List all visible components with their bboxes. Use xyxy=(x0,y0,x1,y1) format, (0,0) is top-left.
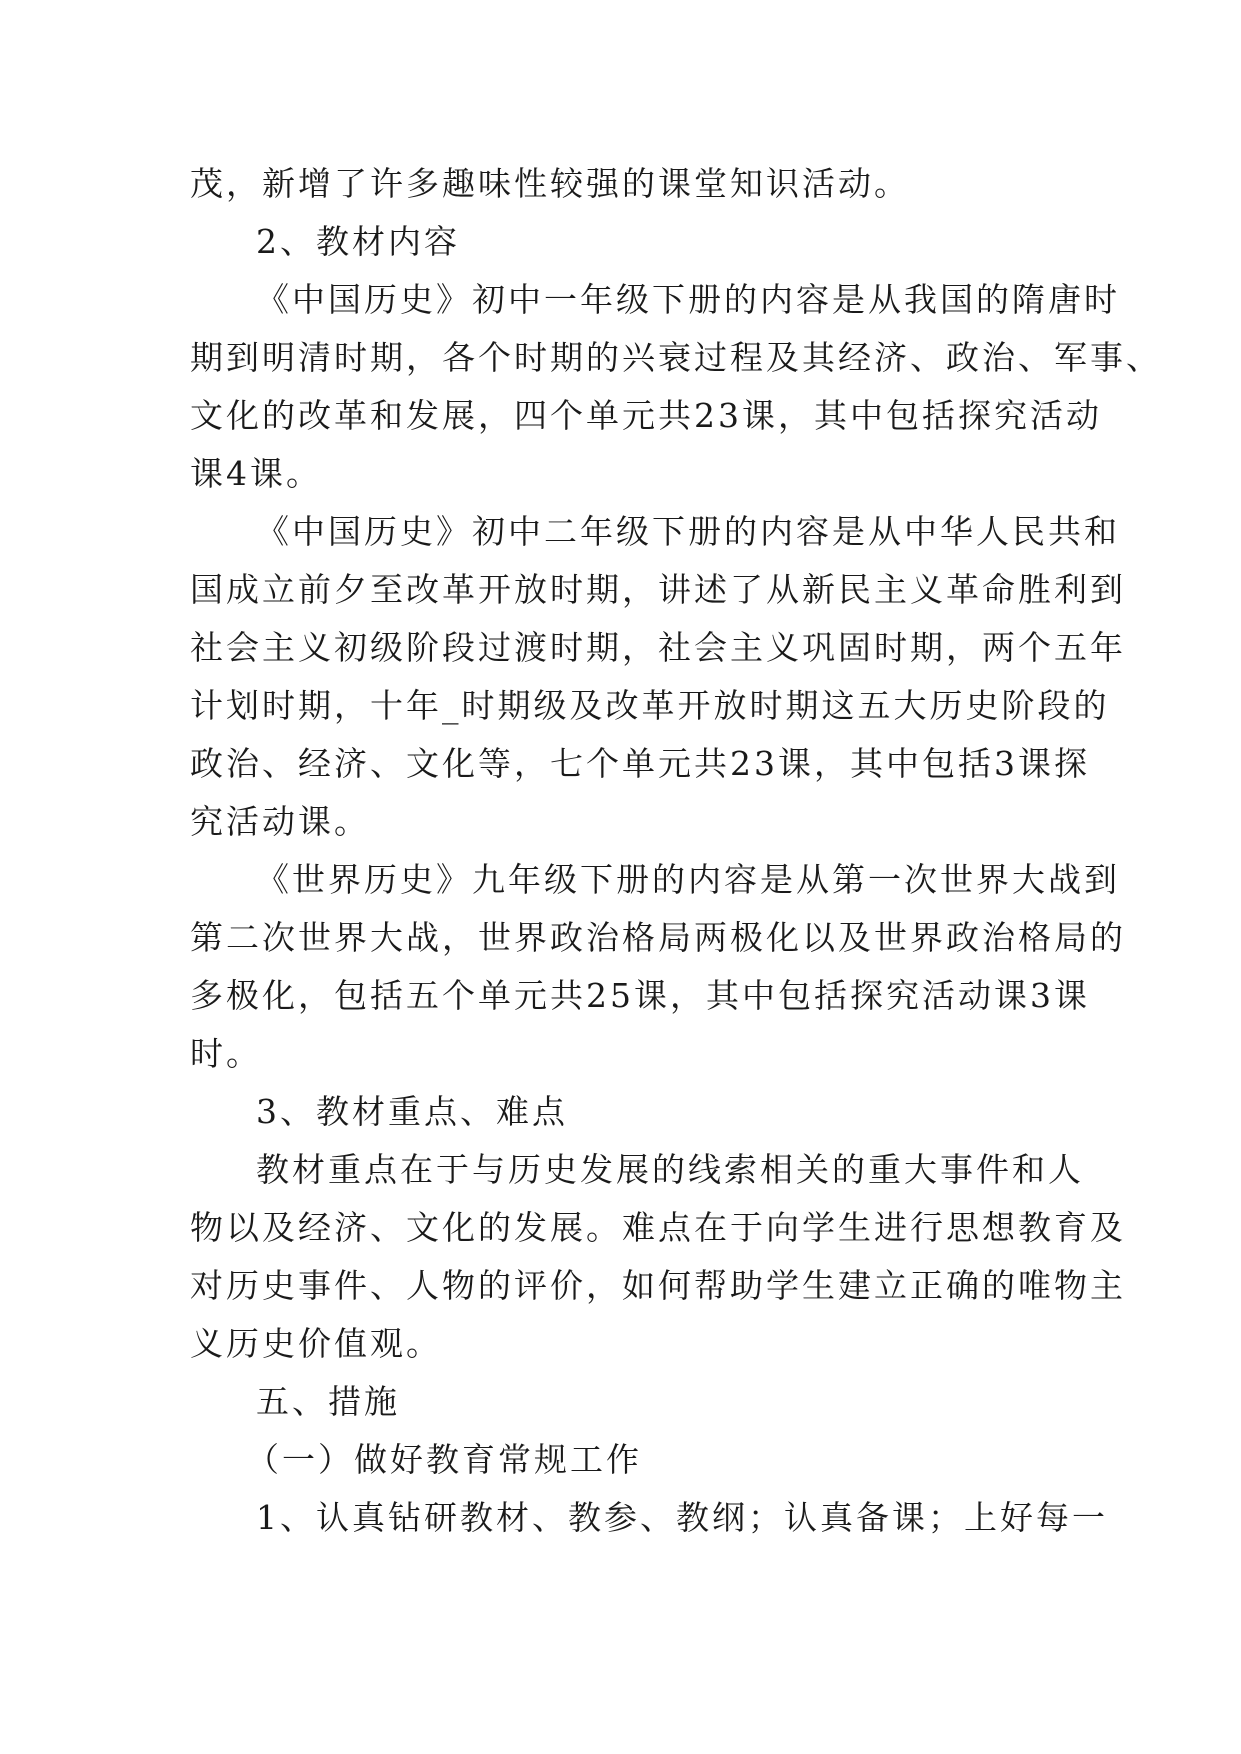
subsection-heading: （一）做好教育常规工作 xyxy=(246,1440,642,1479)
paragraph-line: 究活动课。 xyxy=(190,802,370,841)
paragraph-line: 多极化，包括五个单元共25课，其中包括探究活动课3课 xyxy=(190,976,1090,1015)
paragraph-line: 物以及经济、文化的发展。难点在于向学生进行思想教育及 xyxy=(190,1208,1126,1247)
paragraph-line: 对历史事件、人物的评价，如何帮助学生建立正确的唯物主 xyxy=(190,1266,1126,1305)
paragraph-line: 第二次世界大战，世界政治格局两极化以及世界政治格局的 xyxy=(190,918,1126,957)
paragraph-line: 《世界历史》九年级下册的内容是从第一次世界大战到 xyxy=(256,860,1120,899)
paragraph-line: 义历史价值观。 xyxy=(190,1324,442,1363)
section-heading: 五、措施 xyxy=(256,1382,400,1421)
list-item: 1、认真钻研教材、教参、教纲；认真备课；上好每一 xyxy=(256,1498,1108,1537)
paragraph-line: 时。 xyxy=(190,1034,262,1073)
paragraph-line: 课4课。 xyxy=(190,454,322,493)
section-heading: 3、教材重点、难点 xyxy=(256,1092,568,1131)
document-page xyxy=(190,155,1162,1547)
paragraph-line: 社会主义初级阶段过渡时期，社会主义巩固时期，两个五年 xyxy=(190,628,1126,667)
paragraph-line: 国成立前夕至改革开放时期，讲述了从新民主义革命胜利到 xyxy=(190,570,1126,609)
paragraph-line: 教材重点在于与历史发展的线索相关的重大事件和人 xyxy=(256,1150,1084,1189)
paragraph-line: 《中国历史》初中一年级下册的内容是从我国的隋唐时 xyxy=(256,280,1120,319)
paragraph-line: 期到明清时期，各个时期的兴衰过程及其经济、政治、军事、 xyxy=(190,338,1162,377)
paragraph-line: 《中国历史》初中二年级下册的内容是从中华人民共和 xyxy=(256,512,1120,551)
paragraph-line: 茂，新增了许多趣味性较强的课堂知识活动。 xyxy=(190,164,910,203)
paragraph-line: 文化的改革和发展，四个单元共23课，其中包括探究活动 xyxy=(190,396,1102,435)
paragraph-line: 计划时期，十年_时期级及改革开放时期这五大历史阶段的 xyxy=(190,686,1110,725)
paragraph-line: 政治、经济、文化等，七个单元共23课，其中包括3课探 xyxy=(190,744,1090,783)
section-heading: 2、教材内容 xyxy=(256,222,460,261)
